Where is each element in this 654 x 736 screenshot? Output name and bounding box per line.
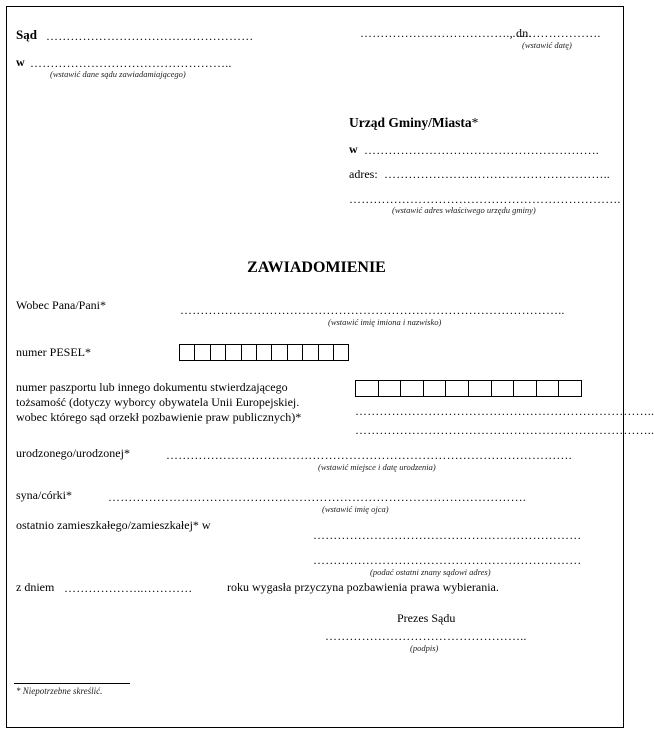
passport-label-line2: tożsamość (dotyczy wyborcy obywatela Unii Europejskiej.	[16, 395, 300, 409]
passport-digit-box[interactable]	[355, 380, 379, 397]
passport-digit-box[interactable]	[378, 380, 402, 397]
passport-digit-box[interactable]	[558, 380, 582, 397]
last-address-label: ostatnio zamieszkałego/zamieszkałej* w	[16, 518, 211, 532]
date-prefix: z dniem	[16, 580, 55, 594]
pesel-digit-box[interactable]	[333, 344, 349, 361]
pesel-digit-box[interactable]	[179, 344, 195, 361]
pesel-digit-box[interactable]	[302, 344, 318, 361]
office-label: Urząd Gminy/Miasta*	[349, 115, 479, 130]
pesel-digit-box[interactable]	[225, 344, 241, 361]
passport-label-line3: wobec którego sąd orzekł pozbawienie praw publicznych)*	[16, 410, 302, 424]
place-field[interactable]: ………………………………., dn.	[360, 26, 532, 40]
passport-number-field-2[interactable]: ………………………………………………………………..	[355, 423, 654, 437]
signature-title: Prezes Sądu	[397, 611, 456, 625]
court-city-field[interactable]: …………………………………………..	[30, 56, 232, 70]
passport-boxes[interactable]	[355, 380, 581, 397]
passport-number-field-1[interactable]: ………………………………………………………………..	[355, 404, 654, 418]
signature-hint: (podpis)	[410, 643, 439, 653]
date-hint: (wstawić datę)	[522, 40, 572, 50]
passport-digit-box[interactable]	[513, 380, 537, 397]
date-suffix: roku wygasła przyczyna pozbawienia prawa wybierania.	[227, 580, 499, 594]
document-frame	[6, 6, 654, 728]
office-address-label: adres:	[349, 167, 378, 181]
pesel-label: numer PESEL*	[16, 345, 91, 359]
pesel-digit-box[interactable]	[194, 344, 210, 361]
passport-label-line1: numer paszportu lub innego dokumentu stwierdzającego	[16, 380, 288, 394]
office-city-field[interactable]: ………………………………………………….	[364, 143, 599, 157]
passport-digit-box[interactable]	[400, 380, 424, 397]
pesel-boxes[interactable]	[179, 344, 348, 361]
office-address-line2-field[interactable]: ………………………………………………………….	[349, 192, 621, 206]
signature-field[interactable]: …………………………………………..	[325, 629, 527, 643]
person-label: Wobec Pana/Pani*	[16, 298, 107, 312]
last-address-field-1[interactable]: …………………………………………………………	[313, 528, 582, 542]
last-address-hint: (podać ostatni znany sądowi adres)	[370, 567, 491, 577]
office-in-label: w	[349, 142, 358, 156]
office-address-field[interactable]: ………………………………………………..	[384, 167, 610, 181]
pesel-digit-box[interactable]	[210, 344, 226, 361]
passport-digit-box[interactable]	[536, 380, 560, 397]
court-hint: (wstawić dane sądu zawiadamiającego)	[50, 69, 186, 79]
footnote-rule	[14, 683, 130, 684]
child-label: syna/córki*	[16, 488, 72, 502]
date-field[interactable]: ………………….	[512, 26, 601, 40]
pesel-digit-box[interactable]	[241, 344, 257, 361]
person-name-field[interactable]: …………………………………………………………………………………..	[180, 303, 565, 317]
last-address-field-2[interactable]: …………………………………………………………	[313, 553, 582, 567]
pesel-digit-box[interactable]	[318, 344, 334, 361]
born-field[interactable]: ……………………………………………………………………………………….	[166, 448, 572, 462]
child-field[interactable]: ………………………………………………………………………………………….	[108, 490, 526, 504]
court-name-field[interactable]: ……………………………………………	[46, 29, 254, 43]
pesel-digit-box[interactable]	[287, 344, 303, 361]
footnote: * Niepotrzebne skreślić.	[16, 686, 103, 696]
born-label: urodzonego/urodzonej*	[16, 446, 130, 460]
child-hint: (wstawić imię ojca)	[322, 504, 389, 514]
office-address-hint: (wstawić adres właściwego urzędu gminy)	[392, 205, 536, 215]
pesel-digit-box[interactable]	[271, 344, 287, 361]
passport-digit-box[interactable]	[468, 380, 492, 397]
born-hint: (wstawić miejsce i datę urodzenia)	[318, 462, 436, 472]
passport-digit-box[interactable]	[445, 380, 469, 397]
passport-digit-box[interactable]	[423, 380, 447, 397]
document-title: ZAWIADOMIENIE	[247, 259, 386, 276]
court-in-label: w	[16, 55, 25, 69]
passport-digit-box[interactable]	[491, 380, 515, 397]
person-hint: (wstawić imię imiona i nazwisko)	[328, 317, 442, 327]
pesel-digit-box[interactable]	[256, 344, 272, 361]
expiry-date-field[interactable]: ………………..…………	[64, 581, 193, 595]
court-label: Sąd	[16, 27, 37, 42]
